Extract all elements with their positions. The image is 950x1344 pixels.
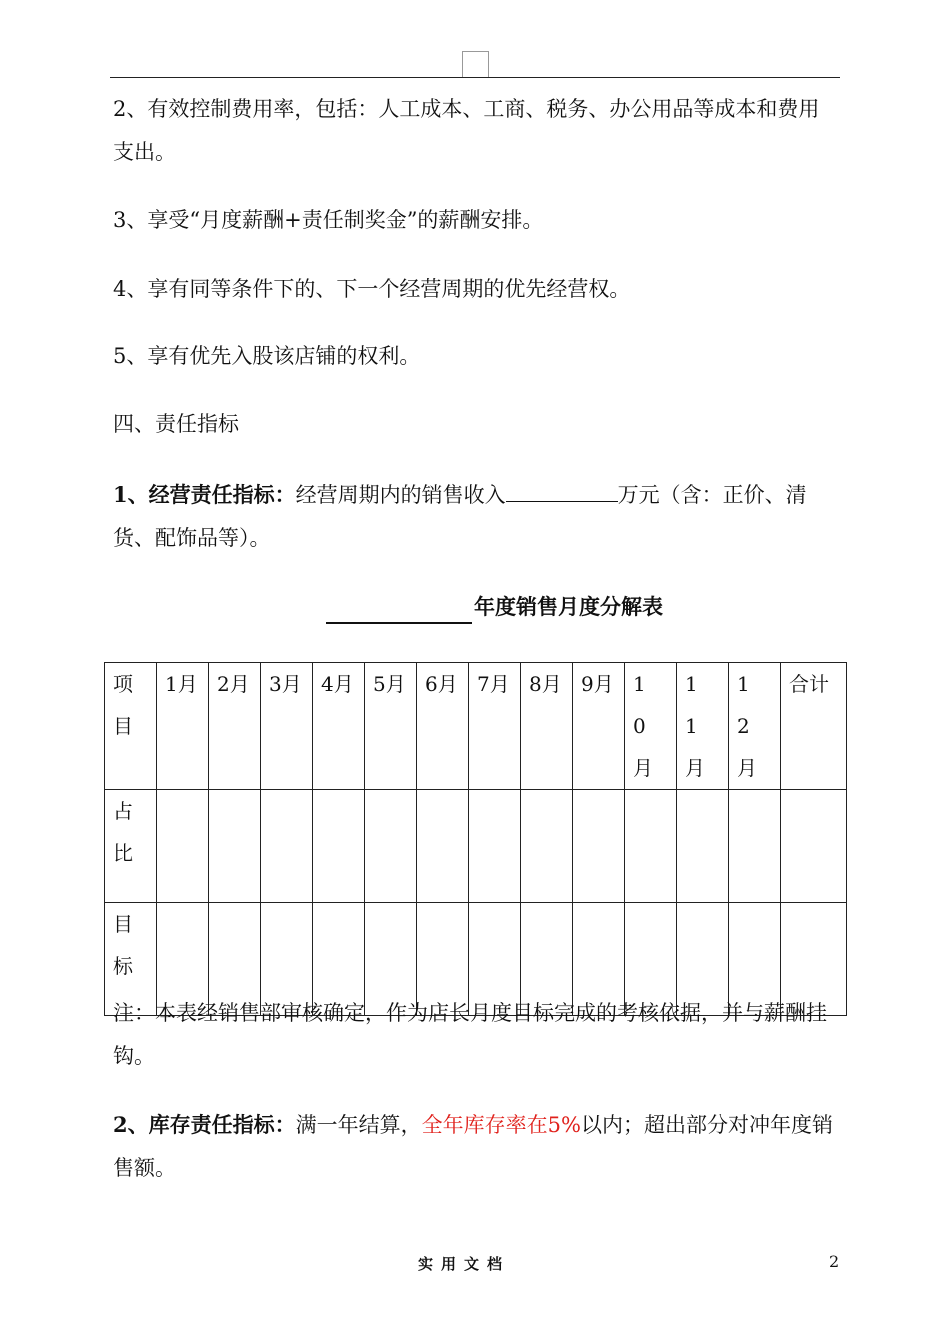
row-label-target: 目标 [105,903,157,1016]
inventory-indicator-label: 2、库存责任指标： [113,1112,296,1137]
header-cell-month: 10月 [625,663,677,790]
page-number: 2 [829,1252,840,1271]
header-cell-month: 6月 [417,663,469,790]
header-cell-month: 12月 [729,663,781,790]
paragraph-sales-indicator [113,473,840,560]
sales-amount-blank[interactable] [506,475,618,502]
monthly-breakdown-table [104,662,847,1016]
table-cell[interactable] [261,790,313,903]
sales-indicator-label: 1、经营责任指标： [113,482,296,507]
row-label-ratio: 占比 [105,790,157,903]
paragraph-inventory-indicator [113,1103,840,1190]
header-cell-month: 5月 [365,663,417,790]
table-title [326,590,663,624]
table-cell[interactable] [417,790,469,903]
table-title-text: 年度销售月度分解表 [474,594,663,619]
sales-indicator-text: 经营周期内的销售收入 [295,483,506,507]
table-cell[interactable] [781,790,847,903]
paragraph-priority-right: 4、享有同等条件下的、下一个经营周期的优先经营权。 [113,277,631,301]
header-cell-month: 9月 [573,663,625,790]
table-note: 注：本表经销售部审核确定，作为店长月度目标完成的考核依据，并与薪酬挂钩。 [113,1001,827,1068]
year-blank[interactable] [326,592,472,624]
table-header-row [105,663,847,790]
table-row-ratio [105,790,847,903]
header-cell-month: 7月 [469,663,521,790]
inventory-indicator-text: 满一年结算， [295,1113,422,1137]
section-heading-indicators: 四、责任指标 [113,412,239,436]
paragraph-salary: 3、享受“月度薪酬+责任制奖金”的薪酬安排。 [113,208,544,232]
table-cell[interactable] [469,790,521,903]
header-cell-month: 11月 [677,663,729,790]
header-cell-month: 8月 [521,663,573,790]
inventory-rate-highlight: 全年库存率在5% [421,1113,581,1137]
table-cell[interactable] [729,790,781,903]
header-cell-item: 项目 [105,663,157,790]
paragraph-expense-control: 2、有效控制费用率，包括：人工成本、工商、税务、办公用品等成本和费用支出。 [113,97,820,164]
table-cell[interactable] [209,790,261,903]
header-cell-month: 4月 [313,663,365,790]
header-cell-month: 3月 [261,663,313,790]
table-cell[interactable] [521,790,573,903]
header-cell-total: 合计 [781,663,847,790]
table-cell[interactable] [365,790,417,903]
table-cell[interactable] [677,790,729,903]
header-divider [110,77,840,78]
header-cell-month: 2月 [209,663,261,790]
header-cell-month: 1月 [157,663,209,790]
table-cell[interactable] [157,790,209,903]
sales-indicator-tail: 万元（含：正价、清货、配饰品等）。 [113,483,807,550]
paragraph-share-right: 5、享有优先入股该店铺的权利。 [113,344,421,368]
table-cell[interactable] [313,790,365,903]
table-cell[interactable] [625,790,677,903]
table-cell[interactable] [573,790,625,903]
inventory-indicator-tail: 以内；超出部分对冲年度销售额。 [113,1113,833,1180]
footer-label: 实用文档 [418,1255,511,1273]
header-mark [462,51,489,77]
